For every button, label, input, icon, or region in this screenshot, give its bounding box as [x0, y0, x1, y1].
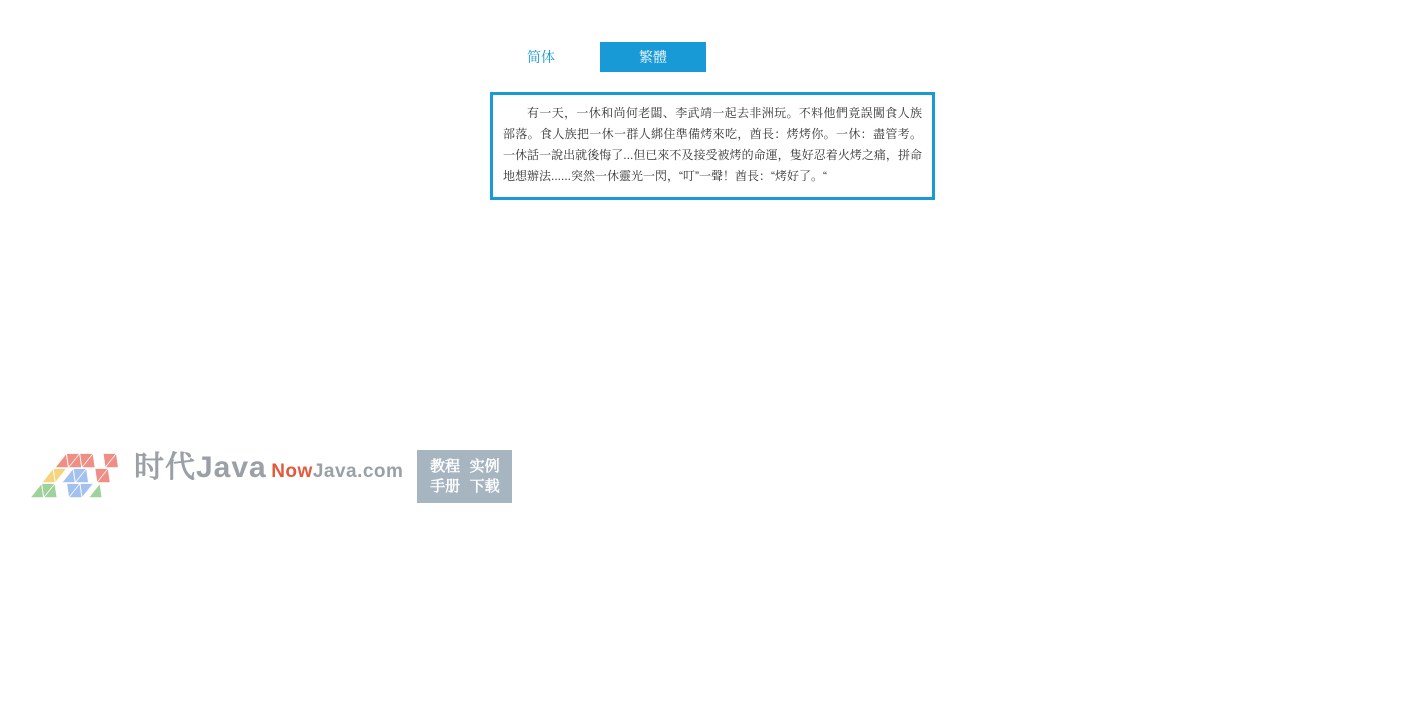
story-output-box — [490, 92, 935, 200]
brand-menu — [417, 450, 512, 503]
nowjava-logo-icon — [30, 448, 130, 504]
brand-title: 时代Java — [134, 451, 267, 484]
story-text: 有一天，一休和尚何老闆、李武靖一起去非洲玩。不料他們竟誤闖食人族部落。食人族把一休一群人綁住準備烤來吃，酋長：烤烤你。一休：盡管考。一休話一說出就後悔了...但已來不及接受被烤的命運，隻好忍着火烤之痛，拼命地想辦法......突然一休靈光一閃，“叮”一聲！酋長：“烤好了。“ — [503, 106, 922, 183]
menu-item-manual[interactable]: 手册 — [430, 478, 461, 496]
brand-site-name — [271, 461, 403, 482]
brand-site-suffix: Java.com — [312, 461, 404, 482]
tab-traditional-chinese[interactable]: 繁體 — [600, 42, 706, 72]
language-tabs — [488, 42, 706, 72]
brand-site-prefix: Now — [271, 461, 313, 482]
nowjava-brand-link[interactable] — [30, 448, 512, 504]
brand-text-block — [134, 453, 403, 483]
menu-item-tutorials[interactable]: 教程 — [430, 457, 461, 475]
tab-simplified-chinese[interactable]: 简体 — [488, 42, 594, 72]
menu-item-examples[interactable]: 实例 — [469, 457, 500, 475]
menu-item-download[interactable]: 下载 — [469, 478, 500, 496]
